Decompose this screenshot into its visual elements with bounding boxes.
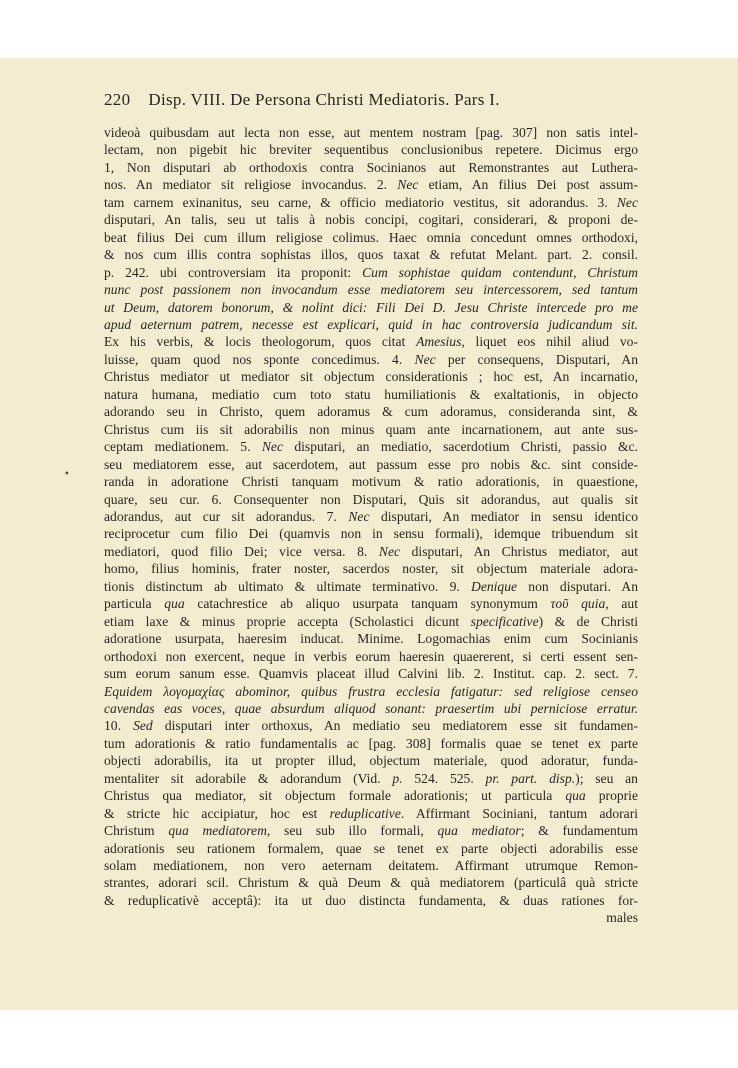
text-line [104,892,638,909]
italic-text: specificative [470,613,539,629]
text-line [104,211,638,228]
text-line [104,543,638,560]
text-run: ); seu an [575,770,638,786]
italic-text: Nec [261,439,283,455]
text-run: p. 242. ubi controversiam ita proponit: [104,264,363,280]
italic-text: apud aeternum patrem, necesse est explicari, quid in hac controversia judicandum sit. [104,316,638,332]
text-line [104,229,638,246]
text-run: males [606,910,638,926]
text-run: & nos cum illis contra sophistas illos, quos taxat & refutat Melant. part. 2. consil. [104,247,638,263]
text-line [104,648,638,665]
text-run: , liquet eos nihil aliud vo- [461,334,638,350]
text-run: proprie [585,788,638,804]
text-line [104,403,638,420]
text-run: etiam, An filius Dei post assum- [418,177,638,193]
text-run: particula [104,596,165,612]
text-line [104,840,638,857]
italic-text: Nec [414,351,436,367]
text-line [104,770,638,787]
italic-text: Amesius [416,334,462,350]
text-line [104,508,638,525]
text-run: tum adorationis & ratio fundamentalis ac [pag. 308] formalis quae se tenet ex parte [104,735,638,751]
text-line [104,194,638,211]
text-run: disputari inter orthoxus, An mediatio seu mediatorem esse sit fundamen- [152,718,638,734]
italic-text: cavendas eas voces, quae absurdum aliquod sonant: praesertim ubi perniciose erratur. [104,700,638,716]
text-line [104,421,638,438]
text-run: nos. An mediator sit religiose invocandus. 2. [104,177,398,193]
italic-text: reduplicative [329,805,401,821]
text-run: strantes, adorari scil. Christum & quà Deum & quà mediatorem (particulâ quà stricte [104,875,638,891]
text-run: Christum [104,823,169,839]
text-run: , aut [605,596,638,612]
text-run: mentaliter sit adorabile & adorandum (Vid. [104,770,393,786]
text-line [104,316,638,333]
italic-text: τοῦ quia [550,596,606,612]
text-run: beat filius Dei cum illum religiose colimus. Haec omnia concedunt omnes orthodoxi, [104,229,638,245]
text-run: disputari, An mediator in sensu identico [369,508,638,524]
text-run: seu mediatorem esse, aut sacerdotem, aut passum esse pro nobis &c. sint conside- [104,456,638,472]
text-run: ; & fundamentum [520,823,638,839]
text-run: randa in adoratione Christi tanquam motivum & ratio adorationis, in quaestione, [104,474,638,490]
page-number: 220 [104,90,131,109]
text-line [104,176,638,193]
text-line [104,752,638,769]
text-run: disputari, An Christus mediator, aut [400,543,638,559]
text-run: luisse, quam quod nos sponte concedimus. 4. [104,351,415,367]
italic-text: Denique [471,578,518,594]
text-line [104,491,638,508]
text-run: disputari, An talis, seu ut talis à nobis concipi, cogitari, considerari, & proponi de- [104,212,638,228]
text-run: tionis distinctum ab ultimato & ultimate terminativo. 9. [104,578,471,594]
text-run: per consequens, Disputari, An [435,351,638,367]
text-line [104,595,638,612]
italic-text: Nec [616,194,638,210]
text-run: catachrestice ab aliquo usurpata tanquam synonymum [184,596,551,612]
text-line [104,456,638,473]
text-line [104,299,638,316]
text-line [104,333,638,350]
text-line [104,717,638,734]
text-run: lectam, non pigebit hic breviter sequentibus conclusionibus repetere. Dicimus ergo [104,142,638,158]
text-run: ceptam mediationem. 5. [104,439,262,455]
text-run: adorationis seu rationem formalem, quae se tenet ex parte objecti adorabilis esse [104,840,638,856]
text-run: non disputari. An [517,578,638,594]
text-line [104,630,638,647]
text-line [104,909,638,926]
text-run: ) & de Christi [538,613,638,629]
italic-text: qua [565,788,586,804]
text-line [104,874,638,891]
italic-text: Equidem λογομαχίας abominor, quibus frustra ecclesia fatigatur: sed religiose censeo [104,683,638,699]
text-line [104,787,638,804]
text-line [104,246,638,263]
text-run: adorando seu in Christo, quem adoramus & cum adoramus, consideranda sint, & [104,404,638,420]
text-line [104,473,638,490]
text-run: . Affirmant Sociniani, tantum adorari [400,805,638,821]
text-run: & stricte hic accipiatur, hoc est [104,805,330,821]
italic-text: ut Deum, datorem bonorum, & nolint dici: Fili Dei D. Jesu Christe intercede pro me [104,299,638,315]
text-line [104,665,638,682]
text-line [104,683,638,700]
text-run: homo, filius hominis, frater noster, sacerdos noster, sit objectum materiale adora- [104,561,638,577]
text-run: tam carnem exinanitus, seu carne, & officio mediatorio vestitus, sit adorandus. 3. [104,194,617,210]
text-line [104,560,638,577]
text-line [104,822,638,839]
text-run: 10. [104,718,134,734]
text-line [104,438,638,455]
text-line [104,159,638,176]
text-line [104,386,638,403]
italic-text: p. [392,770,403,786]
text-line [104,264,638,281]
text-line [104,281,638,298]
text-line [104,857,638,874]
text-run: etiam laxe & minus proprie accepta (Scholastici dicunt [104,613,471,629]
text-run: 1, Non disputari ab orthodoxis contra Socinianos aut Remonstrantes aut Luthera- [104,159,638,175]
text-line [104,735,638,752]
text-line [104,578,638,595]
margin-mark: • [64,469,70,480]
text-line [104,368,638,385]
italic-text: pr. part. disp. [485,770,576,786]
italic-text: Nec [378,543,401,559]
text-line [104,141,638,158]
text-run: disputari, an mediatio, sacerdotium Christi, passio &c. [282,439,638,455]
italic-text: nunc post passionem non invocandum esse mediatorem seu intercessorem, sed tantum [104,282,638,298]
text-run: reciprocetur cum filio Dei (quamvis non in sensu formali), idemque tribuendum sit [104,526,638,542]
text-line [104,124,638,141]
text-run: Ex his verbis, & locis theologorum, quos citat [104,334,417,350]
body-text [104,124,638,927]
book-page [0,58,738,1010]
italic-text: Nec [348,508,370,524]
text-run: Christus cum iis sit adorabilis non minus quam ante incarnationem, aut ante sus- [104,421,638,437]
text-line [104,351,638,368]
running-title: Disp. VIII. De Persona Christi Mediatoris. Pars I. [148,90,500,109]
italic-text: Nec [397,177,419,193]
text-run: natura humana, mediatio cum toto statu humiliationis & exaltationis, in objecto [104,386,638,402]
text-run: & reduplicativè acceptâ): ita ut duo distincta fundamenta, & duas rationes for- [104,892,638,908]
text-run: 524. 525. [402,770,486,786]
text-run: mediatori, quod filio Dei; vice versa. 8. [104,543,379,559]
text-run: videoà quibusdam aut lecta non esse, aut mentem nostram [pag. 307] non satis intel- [104,125,638,140]
italic-text: Sed [133,718,153,734]
text-line [104,525,638,542]
text-run: orthodoxi non exercent, neque in verbis eorum haeresin quaererent, si certi essent sen- [104,648,638,664]
running-header [104,90,638,110]
italic-text: qua mediatorem [168,823,267,839]
text-run: solam mediationem, non vero aeternam deitatem. Affirmant utrumque Remon- [104,858,638,874]
italic-text: Cum sophistae quidam contendunt, Christum [362,264,638,280]
text-run: sum eorum sanum esse. Quamvis placeat illud Calvini lib. 2. Institut. cap. 2. sect. 7. [104,666,638,682]
text-run: quare, seu cur. 6. Consequenter non Disputari, Quis sit adorandus, aut qualis sit [104,491,638,507]
text-run: Christus qua mediator, sit objectum formale adorationis; ut particula [104,788,566,804]
text-run: , seu sub illo formali, [266,823,438,839]
text-run: adorandus, aut cur sit adorandus. 7. [104,508,349,524]
text-line [104,613,638,630]
text-run: Christus mediator ut mediator sit objectum considerationis ; hoc est, An incarnatio, [104,369,638,385]
italic-text: qua [164,596,185,612]
italic-text: qua mediator [437,823,521,839]
text-line [104,700,638,717]
text-line [104,805,638,822]
text-run: adoratione usurpata, haeresim inducat. Minime. Logomachias enim cum Socinianis [104,631,638,647]
text-run: objecti adorabilis, ita ut propter illud, objectum materiale, quod adoratur, funda- [104,753,638,769]
